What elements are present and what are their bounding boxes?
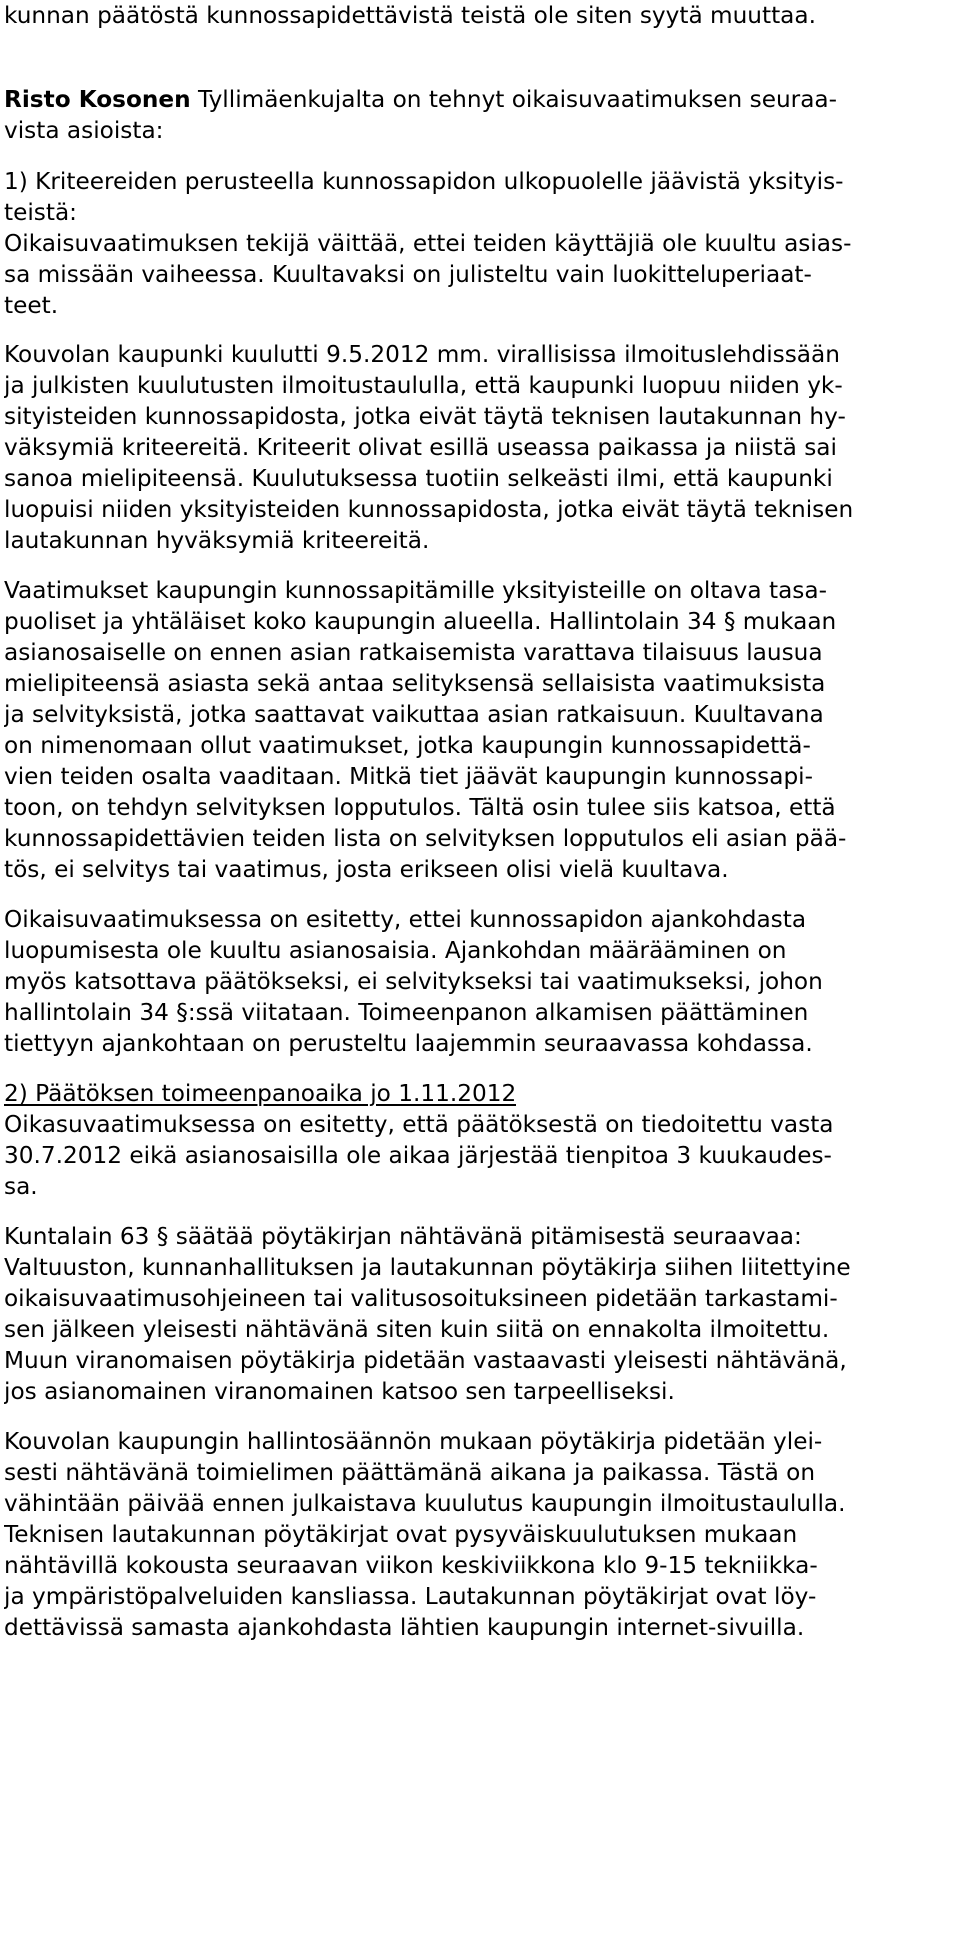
text-line: mielipiteensä asiasta sekä antaa selityksensä sellaisista vaatimuksista <box>4 670 826 697</box>
text-line: sityisteiden kunnossapidosta, jotka eivät täytä teknisen lautakunnan hy- <box>4 403 846 430</box>
text-line: jos asianomainen viranomainen katsoo sen tarpeelliseksi. <box>4 1378 675 1405</box>
text-line: on nimenomaan ollut vaatimukset, jotka kaupungin kunnossapidettä- <box>4 732 811 759</box>
text-line: sen jälkeen yleisesti nähtävänä siten kuin siitä on ennakolta ilmoitettu. <box>4 1316 830 1343</box>
text-line: luopuisi niiden yksityisteiden kunnossapidosta, jotka eivät täytä teknisen <box>4 496 854 523</box>
text-line: ja ympäristöpalveluiden kansliassa. Lautakunnan pöytäkirjat ovat löy- <box>4 1583 817 1610</box>
text-line: kunnossapidettävien teiden lista on selvityksen lopputulos eli asian pää- <box>4 825 847 852</box>
text-line: sesti nähtävänä toimielimen päättämänä aikana ja paikassa. Tästä on <box>4 1459 816 1486</box>
text-line: sanoa mielipiteensä. Kuulutuksessa tuotiin selkeästi ilmi, että kaupunki <box>4 465 833 492</box>
person-name: Risto Kosonen <box>4 86 191 113</box>
text-line: vien teiden osalta vaaditaan. Mitkä tiet jäävät kaupungin kunnossapi- <box>4 763 813 790</box>
text-line: nähtävillä kokousta seuraavan viikon keskiviikkona klo 9-15 tekniikka- <box>4 1552 818 1579</box>
text-line: Kouvolan kaupungin hallintosäännön mukaan pöytäkirja pidetään ylei- <box>4 1428 823 1455</box>
text-line: lautakunnan hyväksymiä kriteereitä. <box>4 527 430 554</box>
text-line: Risto Kosonen Tyllimäenkujalta on tehnyt oikaisuvaatimuksen seuraa- <box>4 86 837 113</box>
text-line: tös, ei selvitys tai vaatimus, josta erikseen olisi vielä kuultava. <box>4 856 729 883</box>
text-line: teistä: <box>4 199 77 226</box>
text-line: vähintään päivää ennen julkaistava kuulutus kaupungin ilmoitustaululla. <box>4 1490 846 1517</box>
text-line: Teknisen lautakunnan pöytäkirjat ovat pysyväiskuulutuksen mukaan <box>4 1521 798 1548</box>
text-line: Oikaisuvaatimuksen tekijä väittää, ettei teiden käyttäjiä ole kuultu asias- <box>4 230 852 257</box>
text-line: ja selvityksistä, jotka saattavat vaikuttaa asian ratkaisuun. Kuultavana <box>4 701 824 728</box>
text-line: ja julkisten kuulutusten ilmoitustaululla, että kaupunki luopuu niiden yk- <box>4 372 843 399</box>
text-line: väksymiä kriteereitä. Kriteerit olivat esillä useassa paikassa ja niistä sai <box>4 434 837 461</box>
text-line: Oikasuvaatimuksessa on esitetty, että päätöksestä on tiedoitettu vasta <box>4 1111 834 1138</box>
text-line: hallintolain 34 §:ssä viitataan. Toimeenpanon alkamisen päättäminen <box>4 999 809 1026</box>
text-line: sa. <box>4 1173 38 1200</box>
text-line: dettävissä samasta ajankohdasta lähtien kaupungin internet-sivuilla. <box>4 1614 805 1641</box>
text-line: Kuntalain 63 § säätää pöytäkirjan nähtävänä pitämisestä seuraavaa: <box>4 1223 802 1250</box>
text-line: puoliset ja yhtäläiset koko kaupungin alueella. Hallintolain 34 § mukaan <box>4 608 837 635</box>
text-line: Oikaisuvaatimuksessa on esitetty, ettei kunnossapidon ajankohdasta <box>4 906 807 933</box>
text-line: Vaatimukset kaupungin kunnossapitämille yksityisteille on oltava tasa- <box>4 577 827 604</box>
text-line: Muun viranomaisen pöytäkirja pidetään vastaavasti yleisesti nähtävänä, <box>4 1347 847 1374</box>
text-line: Kouvolan kaupunki kuulutti 9.5.2012 mm. virallisissa ilmoituslehdissään <box>4 341 840 368</box>
text-line: luopumisesta ole kuultu asianosaisia. Ajankohdan määrääminen on <box>4 937 787 964</box>
text-line: toon, on tehdyn selvityksen lopputulos. Tältä osin tulee siis katsoa, että <box>4 794 836 821</box>
text-line: sa missään vaiheessa. Kuultavaksi on julisteltu vain luokitteluperiaat- <box>4 261 812 288</box>
section-heading: 2) Päätöksen toimeenpanoaika jo 1.11.2012 <box>4 1080 517 1107</box>
text-line: oikaisuvaatimusohjeineen tai valitusosoituksineen pidetään tarkastami- <box>4 1285 838 1312</box>
text-line: asianosaiselle on ennen asian ratkaisemista varattava tilaisuus lausua <box>4 639 823 666</box>
text-line: teet. <box>4 292 59 319</box>
text-line: kunnan päätöstä kunnossapidettävistä teistä ole siten syytä muuttaa. <box>4 2 816 29</box>
text-line: 1) Kriteereiden perusteella kunnossapidon ulkopuolelle jäävistä yksityis- <box>4 168 844 195</box>
text-line: Valtuuston, kunnanhallituksen ja lautakunnan pöytäkirja siihen liitettyine <box>4 1254 851 1281</box>
text-line: 30.7.2012 eikä asianosaisilla ole aikaa järjestää tienpitoa 3 kuukaudes- <box>4 1142 832 1169</box>
text-line: tiettyyn ajankohtaan on perusteltu laajemmin seuraavassa kohdassa. <box>4 1030 813 1057</box>
text-line: myös katsottava päätökseksi, ei selvitykseksi tai vaatimukseksi, johon <box>4 968 823 995</box>
text-line: vista asioista: <box>4 117 164 144</box>
